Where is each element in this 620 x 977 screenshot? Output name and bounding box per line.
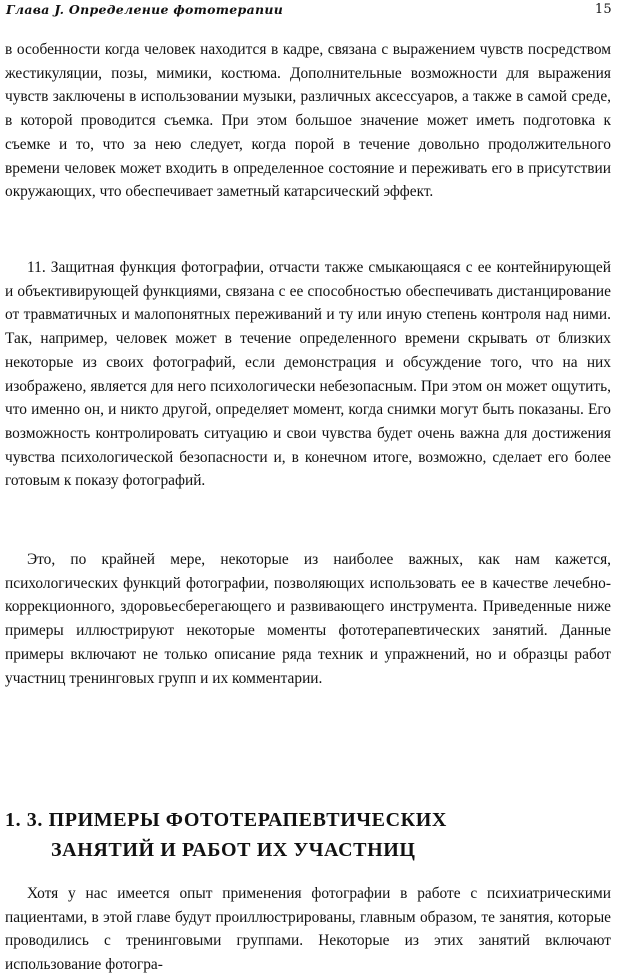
running-header (6, 0, 612, 20)
paragraph-3: Это, по крайней мере, некоторые из наиболее важных, как нам кажется, психологических функций фотографии, позволяющих использовать ее в качестве лечебно-коррекционного, здоровьесберегающего и развивающего инструмента. Приведенные ниже примеры иллюстрируют некоторые моменты фототерапевтических занятий. Данные примеры включают не только описание ряда техник и упражнений, но и образцы работ участниц тренинговых групп и их комментарии. (5, 551, 611, 687)
paragraph-4: Хотя у нас имеется опыт применения фотографии в работе с психиатрическими пациентами, в этой главе будут проиллюстрированы, главным образом, те занятия, которые проводились с тренинговыми группами. Некоторые из этих занятий включают использование фотогра- (5, 885, 611, 974)
section-heading-line-1: 1. 3. ПРИМЕРЫ ФОТОТЕРАПЕВТИЧЕСКИХ (5, 809, 447, 831)
section-heading (5, 805, 611, 865)
paragraph-2: 11. Защитная функция фотографии, отчасти также смыкающаяся с ее контейнирующей и объективирующей функциями, связана с ее способностью обеспечивать дистанцирование от травматичных и малопонятных переживаний и ту или иную степень контроля над ними. Так, например, человек может в течение определенного времени скрывать от близких некоторые из своих фотографий, если демонстрация и обсуждение того, что на них изображено, является для него психологически небезопасным. При этом он может ощутить, что именно он, и никто другой, определяет момент, когда снимки могут быть показаны. Его возможность контролировать ситуацию и свои чувства будет очень важна для достижения чувства психологической безопасности и, в конечном итоге, возможно, сделает его более готовым к показу фотографий. (5, 259, 611, 490)
page-number: 15 (594, 2, 612, 17)
section-heading-line-2: ЗАНЯТИЙ И РАБОТ ИХ УЧАСТНИЦ (51, 839, 416, 861)
paragraph-1: в особенности когда человек находится в кадре, связана с выражением чувств посредством жестикуляции, позы, мимики, костюма. Дополнительные возможности для выражения чувств заключены в использовании музыки, различных аксессуаров, а также в самой среде, в которой проводится съемка. При этом большое значение может иметь подготовка к съемке и то, что за нею следует, когда порой в течение довольно продолжительного времени человек может входить в определенное состояние и переживать его в присутствии окружающих, что обеспечивает заметный катарсический эффект. (5, 41, 611, 201)
chapter-title: Глава J. Определение фототерапии (6, 2, 284, 17)
